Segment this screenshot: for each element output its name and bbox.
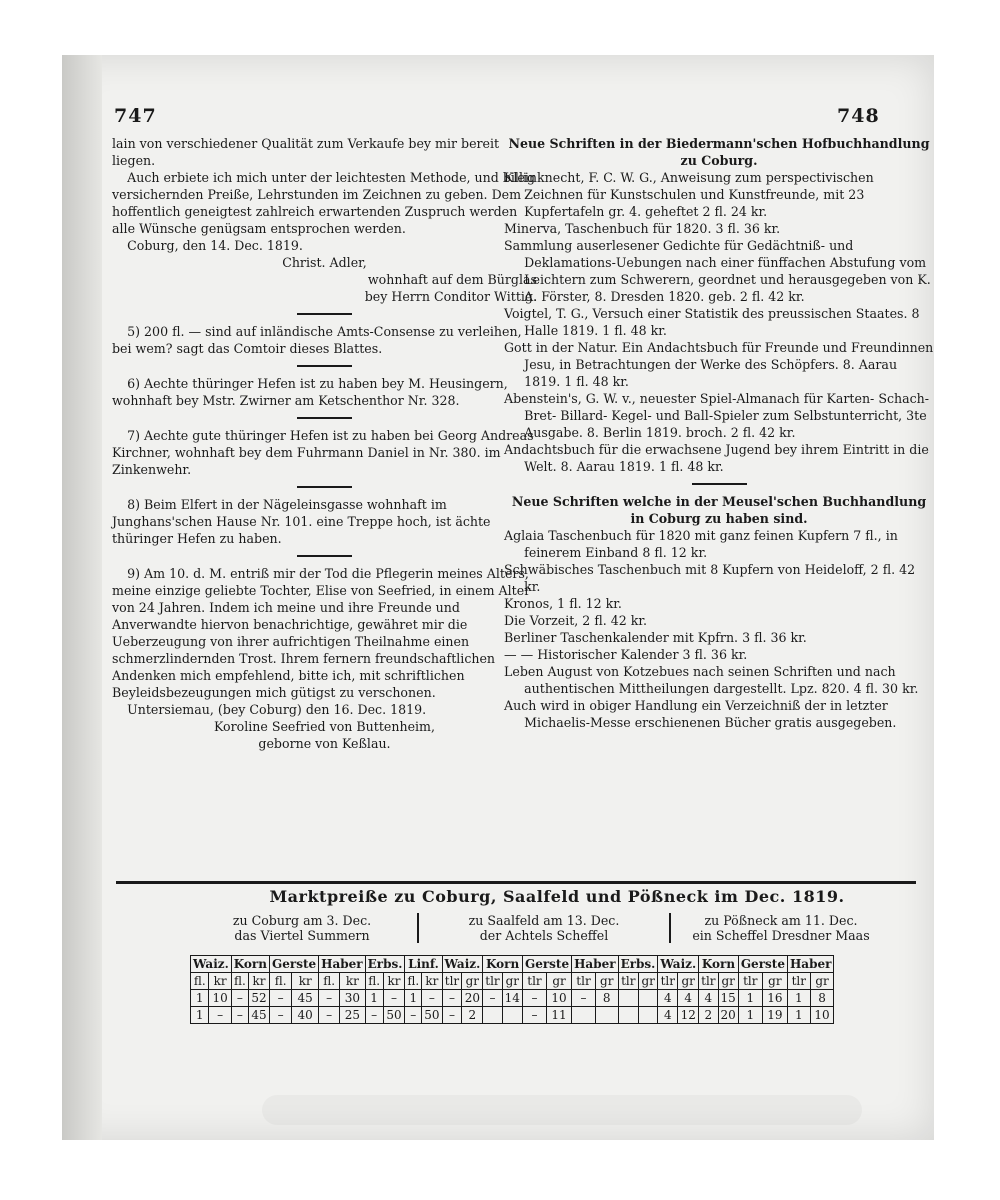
unit-cell: gr xyxy=(462,973,483,990)
unit-cell: gr xyxy=(638,973,657,990)
grain-header-row xyxy=(191,956,834,973)
paper-stain xyxy=(262,1095,862,1125)
price-cell: 50 xyxy=(383,1007,405,1024)
notice-8: 8) Beim Elfert in der Nägeleinsgasse wohnhaft im Junghans'schen Hause Nr. 101. eine Treppe hoch, ist ächte thüringer Hefen zu haben. xyxy=(112,497,491,546)
price-cell: 20 xyxy=(718,1007,738,1024)
newspaper-sheet xyxy=(62,55,934,1140)
grain-header: Waiz. xyxy=(658,956,699,973)
unit-cell: tlr xyxy=(738,973,762,990)
price-cell xyxy=(595,1007,618,1024)
unit-cell: tlr xyxy=(658,973,678,990)
price-cell: 1 xyxy=(787,1007,810,1024)
grain-header: Haber xyxy=(319,956,365,973)
grain-header: Waiz. xyxy=(191,956,232,973)
book-entry: Kleinknecht, F. C. W. G., Anweisung zum perspectivischen Zeichnen für Kunstschulen und Kunstfreunde, mit 23 Kupfertafeln gr. 4. geheftet 2 fl. 24 kr. xyxy=(504,170,874,219)
book-entry: Berliner Taschenkalender mit Kpfrn. 3 fl. 36 kr. xyxy=(504,630,807,645)
price-cell: – xyxy=(231,1007,248,1024)
notice-7: 7) Aechte gute thüringer Hefen ist zu haben bei Georg Andreas Kirchner, wohnhaft bey dem Fuhrmann Daniel in Nr. 380. im Zinkenwehr. xyxy=(112,428,534,477)
price-cell: 12 xyxy=(678,1007,699,1024)
divider xyxy=(297,555,352,557)
signature: Christ. Adler, xyxy=(282,255,367,270)
market-prices-title: Marktpreiße zu Coburg, Saalfeld und Pößneck im Dec. 1819. xyxy=(269,887,845,906)
price-cell: – xyxy=(209,1007,231,1024)
divider xyxy=(297,365,352,367)
grain-header: Haber xyxy=(572,956,618,973)
place-saalfeld xyxy=(417,913,669,943)
price-cell xyxy=(572,1007,596,1024)
price-cell: – xyxy=(442,990,462,1007)
price-cell: 4 xyxy=(658,990,678,1007)
price-cell: 10 xyxy=(209,990,231,1007)
unit-cell: gr xyxy=(502,973,522,990)
price-cell: 20 xyxy=(462,990,483,1007)
price-cell: 1 xyxy=(738,990,762,1007)
notice-6: 6) Aechte thüringer Hefen ist zu haben bey M. Heusingern, wohnhaft bey Mstr. Zwirner am Ketschenthor Nr. 328. xyxy=(112,376,508,408)
book-entry: Schwäbisches Taschenbuch mit 8 Kupfern von Heideloff, 2 fl. 42 kr. xyxy=(504,562,916,594)
grain-header: Linf. xyxy=(405,956,442,973)
place-poessneck xyxy=(669,913,891,943)
divider xyxy=(297,313,352,315)
place-date: Untersiemau, (bey Coburg) den 16. Dec. 1819. xyxy=(127,702,427,717)
unit-cell: tlr xyxy=(483,973,502,990)
price-cell: 52 xyxy=(249,990,270,1007)
grain-header: Gerste xyxy=(738,956,787,973)
unit-cell: fl. xyxy=(231,973,248,990)
price-cell: 30 xyxy=(340,990,365,1007)
price-cell: 40 xyxy=(292,1007,319,1024)
price-cell: 4 xyxy=(658,1007,678,1024)
unit-cell: tlr xyxy=(442,973,462,990)
unit-cell: kr xyxy=(249,973,270,990)
price-cell: 25 xyxy=(340,1007,365,1024)
price-row xyxy=(191,1007,834,1024)
left-column xyxy=(112,135,537,752)
unit-cell: tlr xyxy=(522,973,546,990)
price-cell: 1 xyxy=(787,990,810,1007)
unit-cell: gr xyxy=(678,973,699,990)
book-entry: Kronos, 1 fl. 12 kr. xyxy=(504,596,622,611)
book-entry: Leben August von Kotzebues nach seinen Schriften und nach authentischen Mittheilungen dargestellt. Lpz. 820. 4 fl. 30 kr. xyxy=(504,664,919,696)
price-cell: 1 xyxy=(738,1007,762,1024)
price-cell: 2 xyxy=(462,1007,483,1024)
price-cell: 45 xyxy=(249,1007,270,1024)
price-cell: 2 xyxy=(699,1007,718,1024)
divider xyxy=(297,417,352,419)
price-cell: 10 xyxy=(546,990,571,1007)
price-cell xyxy=(502,1007,522,1024)
book-entry: Andachtsbuch für die erwachsene Jugend bey ihrem Eintritt in die Welt. 8. Aarau 1819. 1 fl. 48 kr. xyxy=(504,442,929,474)
price-cell xyxy=(618,990,638,1007)
book-entry: Voigtel, T. G., Versuch einer Statistik des preussischen Staates. 8 Halle 1819. 1 fl. 48 kr. xyxy=(504,306,920,338)
book-entry: Gott in der Natur. Ein Andachtsbuch für Freunde und Freundinnen Jesu, in Betrachtungen der Werke des Schöpfers. 8. Aarau 1819. 1 fl. 48 kr. xyxy=(504,340,934,389)
price-cell: 8 xyxy=(810,990,834,1007)
unit-cell: gr xyxy=(718,973,738,990)
unit-cell: tlr xyxy=(699,973,718,990)
price-cell: 11 xyxy=(546,1007,571,1024)
unit-cell: kr xyxy=(422,973,442,990)
paragraph: lain von verschiedener Qualität zum Verkaufe bey mir bereit liegen. xyxy=(112,136,500,168)
unit-cell: tlr xyxy=(618,973,638,990)
grain-header: Haber xyxy=(787,956,833,973)
unit-cell: fl. xyxy=(319,973,340,990)
unit-cell: kr xyxy=(292,973,319,990)
price-cell: – xyxy=(483,990,502,1007)
grain-header: Waiz. xyxy=(442,956,483,973)
price-cell xyxy=(618,1007,638,1024)
price-cell: 50 xyxy=(422,1007,442,1024)
price-cell: 1 xyxy=(405,990,422,1007)
book-entry: Auch wird in obiger Handlung ein Verzeichniß der in letzter Michaelis-Messe erschienenen Bücher gratis ausgegeben. xyxy=(504,698,897,730)
grain-header: Korn xyxy=(699,956,739,973)
price-cell xyxy=(638,990,657,1007)
market-price-table xyxy=(190,955,834,1024)
grain-header: Korn xyxy=(231,956,269,973)
unit-cell: gr xyxy=(595,973,618,990)
unit-cell: tlr xyxy=(787,973,810,990)
price-cell: 1 xyxy=(191,1007,209,1024)
grain-header: Erbs. xyxy=(365,956,405,973)
grain-header: Gerste xyxy=(522,956,571,973)
price-cell xyxy=(483,1007,502,1024)
price-cell: – xyxy=(319,1007,340,1024)
unit-cell: fl. xyxy=(365,973,383,990)
place-measure: ein Scheffel Dresdner Maas xyxy=(692,928,870,943)
date-line: Coburg, den 14. Dec. 1819. xyxy=(127,238,303,253)
unit-cell: fl. xyxy=(191,973,209,990)
book-entry: Sammlung auserlesener Gedichte für Gedächtniß- und Deklamations-Uebungen nach einer fünffachen Abstufung vom Leichtern zum Schwerern, geordnet und herausgegeben von K. A. Förster, 8. Dresden 1820. geb. 2 fl. 42 kr. xyxy=(504,238,931,304)
place-coburg xyxy=(187,913,417,943)
price-cell: – xyxy=(319,990,340,1007)
unit-cell: gr xyxy=(762,973,787,990)
grain-header: Gerste xyxy=(269,956,318,973)
place-label: zu Coburg am 3. Dec. xyxy=(232,913,372,928)
unit-cell: fl. xyxy=(269,973,291,990)
price-cell: – xyxy=(269,1007,291,1024)
section-rule xyxy=(116,881,916,884)
paragraph: Auch erbiete ich mich unter der leichtesten Methode, und billig versichernden Preiße, Lehrstunden im Zeichnen zu geben. Dem hoffentlich geneigtest zahlreich erwartenden Zuspruch werden alle Wünsche genügsam entsprochen werden. xyxy=(112,170,536,236)
unit-row xyxy=(191,973,834,990)
page-number-left: 747 xyxy=(114,105,157,127)
place-measure: das Viertel Summern xyxy=(234,928,370,943)
price-cell: 14 xyxy=(502,990,522,1007)
notice-5: 5) 200 fl. — sind auf inländische Amts-Consense zu verleihen, bei wem? sagt das Comtoir dieses Blattes. xyxy=(112,324,522,356)
grain-header: Korn xyxy=(483,956,523,973)
price-cell: 8 xyxy=(595,990,618,1007)
page-number-right: 748 xyxy=(837,105,880,127)
price-cell: – xyxy=(522,1007,546,1024)
price-cell: – xyxy=(405,1007,422,1024)
unit-cell: gr xyxy=(810,973,834,990)
divider xyxy=(692,483,747,485)
section-heading: Neue Schriften welche in der Meusel'schen Buchhandlung in Coburg zu haben sind. xyxy=(511,494,927,526)
price-cell: 19 xyxy=(762,1007,787,1024)
price-cell: – xyxy=(365,1007,383,1024)
price-cell xyxy=(638,1007,657,1024)
right-column xyxy=(504,135,934,731)
price-cell: 45 xyxy=(292,990,319,1007)
price-cell: – xyxy=(231,990,248,1007)
place-measure: der Achtels Scheffel xyxy=(479,928,609,943)
price-row xyxy=(191,990,834,1007)
price-cell: – xyxy=(422,990,442,1007)
grain-header: Erbs. xyxy=(618,956,658,973)
place-label: zu Pößneck am 11. Dec. xyxy=(704,913,858,928)
price-cell: – xyxy=(522,990,546,1007)
signature: Koroline Seefried von Buttenheim, xyxy=(213,719,436,734)
signature: geborne von Keßlau. xyxy=(258,736,391,751)
signature-address: wohnhaft auf dem Bürglas xyxy=(367,272,537,287)
unit-cell: kr xyxy=(340,973,365,990)
price-cell: 16 xyxy=(762,990,787,1007)
notice-9: 9) Am 10. d. M. entriß mir der Tod die Pflegerin meines Alters, meine einzige geliebte Tochter, Elise von Seefried, in einem Alter von 24 Jahren. Indem ich meine und ihre Freunde und Anverwandte hiervon benachrichtige, gewähret mir die Ueberzeugung von ihrer aufrichtigen Theilnahme einen schmerzlindernden Trost. Ihrem fernern freundschaftlichen Andenken mich empfehlend, bitte ich, mit schriftlichen Beyleidsbezeugungen mich gütigst zu verschonen. xyxy=(112,566,531,700)
price-cell: 15 xyxy=(718,990,738,1007)
price-cell: – xyxy=(269,990,291,1007)
unit-cell: kr xyxy=(383,973,405,990)
price-cell: – xyxy=(383,990,405,1007)
unit-cell: kr xyxy=(209,973,231,990)
market-places xyxy=(187,913,927,943)
price-cell: 1 xyxy=(191,990,209,1007)
book-entry: Die Vorzeit, 2 fl. 42 kr. xyxy=(504,613,648,628)
place-label: zu Saalfeld am 13. Dec. xyxy=(468,913,620,928)
scan-edge xyxy=(62,55,102,1140)
book-entry: Minerva, Taschenbuch für 1820. 3 fl. 36 kr. xyxy=(504,221,781,236)
price-cell: 4 xyxy=(699,990,718,1007)
unit-cell: gr xyxy=(546,973,571,990)
price-cell: 1 xyxy=(365,990,383,1007)
divider xyxy=(297,486,352,488)
book-entry: Aglaia Taschenbuch für 1820 mit ganz feinen Kupfern 7 fl., in feinerem Einband 8 fl. 12 kr. xyxy=(504,528,898,560)
price-cell: – xyxy=(442,1007,462,1024)
price-cell: 4 xyxy=(678,990,699,1007)
book-entry: Abenstein's, G. W. v., neuester Spiel-Almanach für Karten- Schach- Bret- Billard- Kegel- und Ball-Spieler zum Selbstunterricht, 3te Ausgabe. 8. Berlin 1819. broch. 2 fl. 42 kr. xyxy=(504,391,930,440)
price-cell: – xyxy=(572,990,596,1007)
signature-address: bey Herrn Conditor Wittig. xyxy=(364,289,537,304)
section-heading: Neue Schriften in der Biedermann'schen Hofbuchhandlung zu Coburg. xyxy=(508,136,930,168)
book-entry: — — Historischer Kalender 3 fl. 36 kr. xyxy=(504,647,748,662)
unit-cell: fl. xyxy=(405,973,422,990)
price-cell: 10 xyxy=(810,1007,834,1024)
unit-cell: tlr xyxy=(572,973,596,990)
